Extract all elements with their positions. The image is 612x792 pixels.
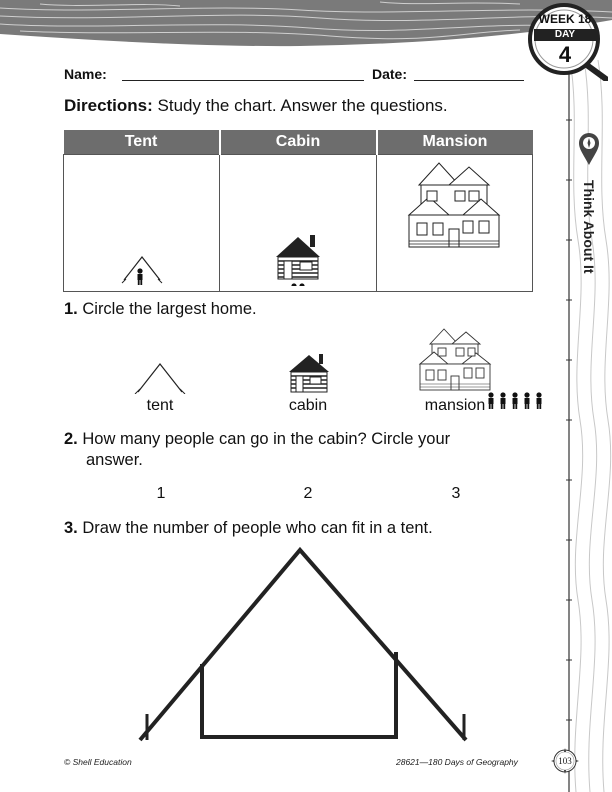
footer-book-title: 28621—180 Days of Geography [396, 757, 518, 767]
week-label: WEEK 18 [538, 12, 592, 26]
answer-option-1[interactable]: 1 [156, 485, 166, 502]
question-1 [64, 300, 257, 319]
directions [64, 96, 544, 116]
mansion-cell [377, 155, 533, 292]
directions-label: Directions: [64, 96, 153, 115]
name-label: Name: [64, 66, 107, 82]
map-pin-compass-icon [577, 132, 601, 166]
date-label: Date: [372, 66, 408, 82]
day-label: DAY [534, 29, 596, 41]
tent-cell [64, 155, 220, 292]
name-date-row [64, 64, 534, 84]
mansion-icon [377, 155, 532, 286]
cabin-cell [220, 155, 377, 292]
tent-icon [64, 155, 219, 286]
question-3-number: 3. [64, 519, 78, 537]
tent-option-icon[interactable] [130, 356, 190, 394]
question-3 [64, 519, 433, 538]
person-icon [137, 268, 142, 285]
question-3-text: Draw the number of people who can fit in a tent. [82, 519, 433, 537]
directions-text: Study the chart. Answer the questions. [152, 96, 448, 115]
question-1-text: Circle the largest home. [82, 300, 257, 318]
person-icon [500, 392, 505, 409]
question-2-text-line2: answer. [86, 451, 143, 469]
question-2 [64, 430, 544, 449]
section-label: Think About It [581, 180, 597, 274]
mansion-option-icon[interactable] [416, 326, 494, 394]
mansion-option-label[interactable]: mansion [424, 397, 486, 414]
column-header-cabin: Cabin [220, 130, 377, 155]
date-field[interactable] [414, 64, 524, 81]
footer-copyright: © Shell Education [64, 757, 132, 767]
question-1-number: 1. [64, 300, 78, 318]
person-icon [524, 392, 529, 409]
topographic-side-strip [566, 60, 612, 792]
page-number: 103 [558, 756, 572, 766]
day-number: 4 [558, 42, 572, 67]
person-icon [536, 392, 541, 409]
cabin-option-icon[interactable] [287, 352, 331, 394]
name-field[interactable] [122, 64, 364, 81]
question-2-text-line1: How many people can go in the cabin? Circle your [82, 430, 451, 448]
person-icon [512, 392, 517, 409]
column-header-tent: Tent [64, 130, 220, 155]
cabin-icon [220, 155, 376, 286]
tent-option-label[interactable]: tent [146, 397, 174, 414]
answer-option-2[interactable]: 2 [303, 485, 313, 502]
answer-option-3[interactable]: 3 [451, 485, 461, 502]
homes-chart [63, 130, 533, 292]
cabin-option-label[interactable]: cabin [288, 397, 328, 414]
column-header-mansion: Mansion [377, 130, 533, 155]
tent-drawing-area[interactable] [128, 544, 480, 742]
question-2-number: 2. [64, 430, 78, 448]
